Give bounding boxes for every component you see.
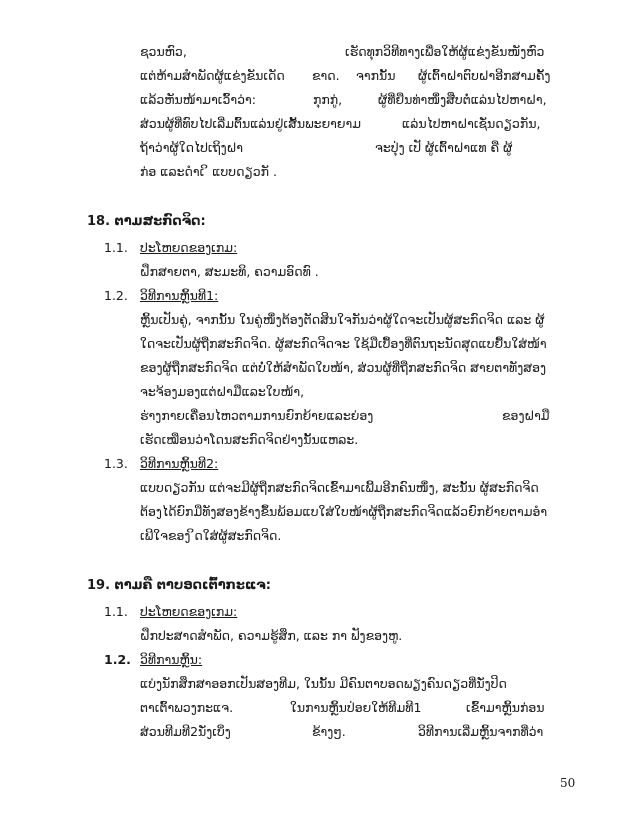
section-18-3-number: 1.3.	[104, 456, 128, 471]
section-19-2-label: ວິທີການຫຼິ້ນ:	[140, 652, 203, 667]
intro-line-1b: ເຮັດທຸກວິທີທາງເພື່ອໃຫ້ຜູ້ແຂ່ງຂັນໜັງຫົວ	[345, 44, 545, 59]
intro-line-4b: ແລ່ນໄປຫາຝາເຊັ່ນດຽວກັນ,	[402, 116, 541, 131]
section-18-2-line-4: ຈະຈ້ອງມອງແຕ່ຝາມືແລະໃບໜ້າ,	[140, 384, 305, 399]
intro-line-2d: ຜູ້ເຕົ້າຝາຕົບຝາອີກສາມຄັ້ງ	[418, 68, 551, 83]
section-18-2-label: ວິທີການຫຼິ້ນທີ1:	[140, 288, 219, 303]
section-19-2-number: 1.2.	[104, 652, 131, 667]
section-18-2-line-5a: ຮ່າງກາຍເຄື່ອນໄຫວຕາມການຍົກຍ້າຍແລະຍ່ອງ	[140, 408, 374, 423]
section-18-2-line-3: ຂອງຜູ້ຖືກສະກົດຈິດ ແຕ່ບໍ່ໃຫ້ສຳພັດໃບໜ້າ, ສ່ວນຜູ້ທີ່ຖືກສະກົດຈິດ ສາຍຕາທັງສອງ	[140, 360, 547, 375]
intro-line-3b: ກຸກກູ່,	[313, 92, 343, 107]
intro-line-3c: ຜູ້ທີ່ຍືນທ່າໜຶ່ງສືບຕໍ່ແລ່ນໄປຫາຝາ,	[378, 92, 547, 107]
section-19-2-line-3b: ຂ້າງໆ.	[312, 724, 346, 739]
section-18-1-label: ປະໂຫຍດຂອງເກມ:	[140, 240, 238, 255]
section-18-3-line-1: ແບບດຽວກັນ ແຕ່ຈະມີຜູ້ຖືກສະກົດຈິດເຂົ້າມາເພີ້ມອີກຄົນໜຶ່ງ, ສະນັ້ນ ຜູ້ສະກົດຈິດ	[140, 480, 539, 495]
intro-line-6: ກ່ອ ແລະດຳເ ິ ແບບດຽວກັ .	[140, 164, 277, 179]
section-19-1-text: ຝຶກປະສາດສຳພັດ, ຄວາມຮູ້ສຶກ, ແລະ ກາ ຟັງຂອງຫູ.	[140, 628, 403, 643]
section-18-3-label: ວິທີການຫຼິ້ນທີ2:	[140, 456, 219, 471]
intro-line-5a: ຖ້າວ່າຜູ້ໃດໄປເຖິງຝາ	[140, 140, 244, 155]
intro-line-5b: ຈະປຸ່ງ ເປັ ຜູ້ເຕົ້າຝາແທ ຄື ຜູ້	[375, 140, 513, 155]
section-19-2-line-2c: ເຂົ້າມາຫຼິ້ນກ່ອນ	[466, 700, 545, 715]
section-19-1-label: ປະໂຫຍດຂອງເກມ:	[140, 604, 238, 619]
section-19-2-line-3c: ວິທີການເລີ່ມຫຼິ້ນຈາກທີ່ວ່າ	[418, 724, 544, 739]
intro-line-1a: ຊວນຫົວ,	[140, 44, 187, 59]
section-18-2-number: 1.2.	[104, 288, 128, 303]
section-19-2-line-2b: ໃນການຫຼິ້ນປ່ອຍໃຫ້ທີມທີ1	[290, 700, 422, 715]
section-18-3-line-2: ຕ້ອງໄດ້ຍົກມືທັງສອງຂ້າງຂຶ້ນພ້ອມແບໃສ່ໃບໜ້າຜູ້ຖືກສະກົດຈິດແລ້ວຍົກຍ້າຍຕາມອຳ	[140, 504, 548, 519]
section-18-2-line-5b: ຂອງຝາມື	[502, 408, 550, 423]
intro-line-2b: ຂາດ.	[312, 68, 340, 83]
section-18-1-text: ຝຶກສາຍຕາ, ສະມະທິ, ຄວາມອົດທົ .	[140, 264, 319, 279]
intro-line-2c: ຈາກນັ້ນ	[356, 68, 396, 83]
section-18-2-line-1: ຫຼິ້ນເປັນຄູ່, ຈາກນັ້ນ ໃນຄູ່ໜຶ່ງຕ້ອງຕັດສິນໃຈກັນວ່າຜູ້ໃດຈະເປັນຜູ້ສະກົດຈິດ ແລະ ຜູ້	[140, 312, 545, 327]
section-19-2-line-3a: ສ່ວນທີມທີ2ນັ່ງເບິ່ງ	[140, 724, 231, 739]
section-19-2-line-1: ແບ່ງນັກສຶກສາອອກເປັນສອງທີມ, ໃນນັ້ນ ມີຄົນຕາບອດພຽງຄົນດຽວທີ່ນັ່ງປິດ	[140, 676, 507, 691]
section-19-1-number: 1.1.	[104, 604, 128, 619]
intro-line-2a: ແຕ່ຫ້າມສຳພັດຜູ້ແຂ່ງຂັນເດັດ	[140, 68, 285, 83]
section-18-title: 18. ຕາມສະກົດຈິດ:	[87, 214, 206, 229]
page-number: 50	[560, 776, 576, 790]
section-19-2-line-2a: ຕາເຕົ້າພວງກະແຈ.	[140, 700, 234, 715]
intro-line-3a: ແລ້ວຫັນໜ້າມາເວົ້າວ່າ:	[140, 92, 256, 107]
section-18-2-line-6: ເຮັດເໝືອນວ່າໂດນສະກົດຈິດຢ່າງນັ້ນແຫລະ.	[140, 432, 359, 447]
section-18-3-line-3: ເພີໃຈຂອງ ິດໃສ່ຜູ້ສະກົດຈິດ.	[140, 528, 282, 543]
section-18-1-number: 1.1.	[104, 240, 128, 255]
section-19-title: 19. ຕາມຄື ຕາບອດເຕົ້າກະແຈ:	[87, 578, 271, 593]
section-18-2-line-2: ໃດຈະເປັນຜູ້ຖືກສະກົດຈິດ. ຜູ້ສະກົດຈິດຈະ ໃຊ້ມືເບື້ອງທີ່ຕົນຖະນັດສຸດແບຍື້ນໃສ່ໜ້າ	[140, 336, 547, 351]
intro-line-4a: ສ່ວນຜູ້ທີ່ທົບໄປເລີ່ມຕົ້ນແລ່ນຢູ່ເສັ້ນພະຍາຍາມ	[140, 116, 362, 131]
